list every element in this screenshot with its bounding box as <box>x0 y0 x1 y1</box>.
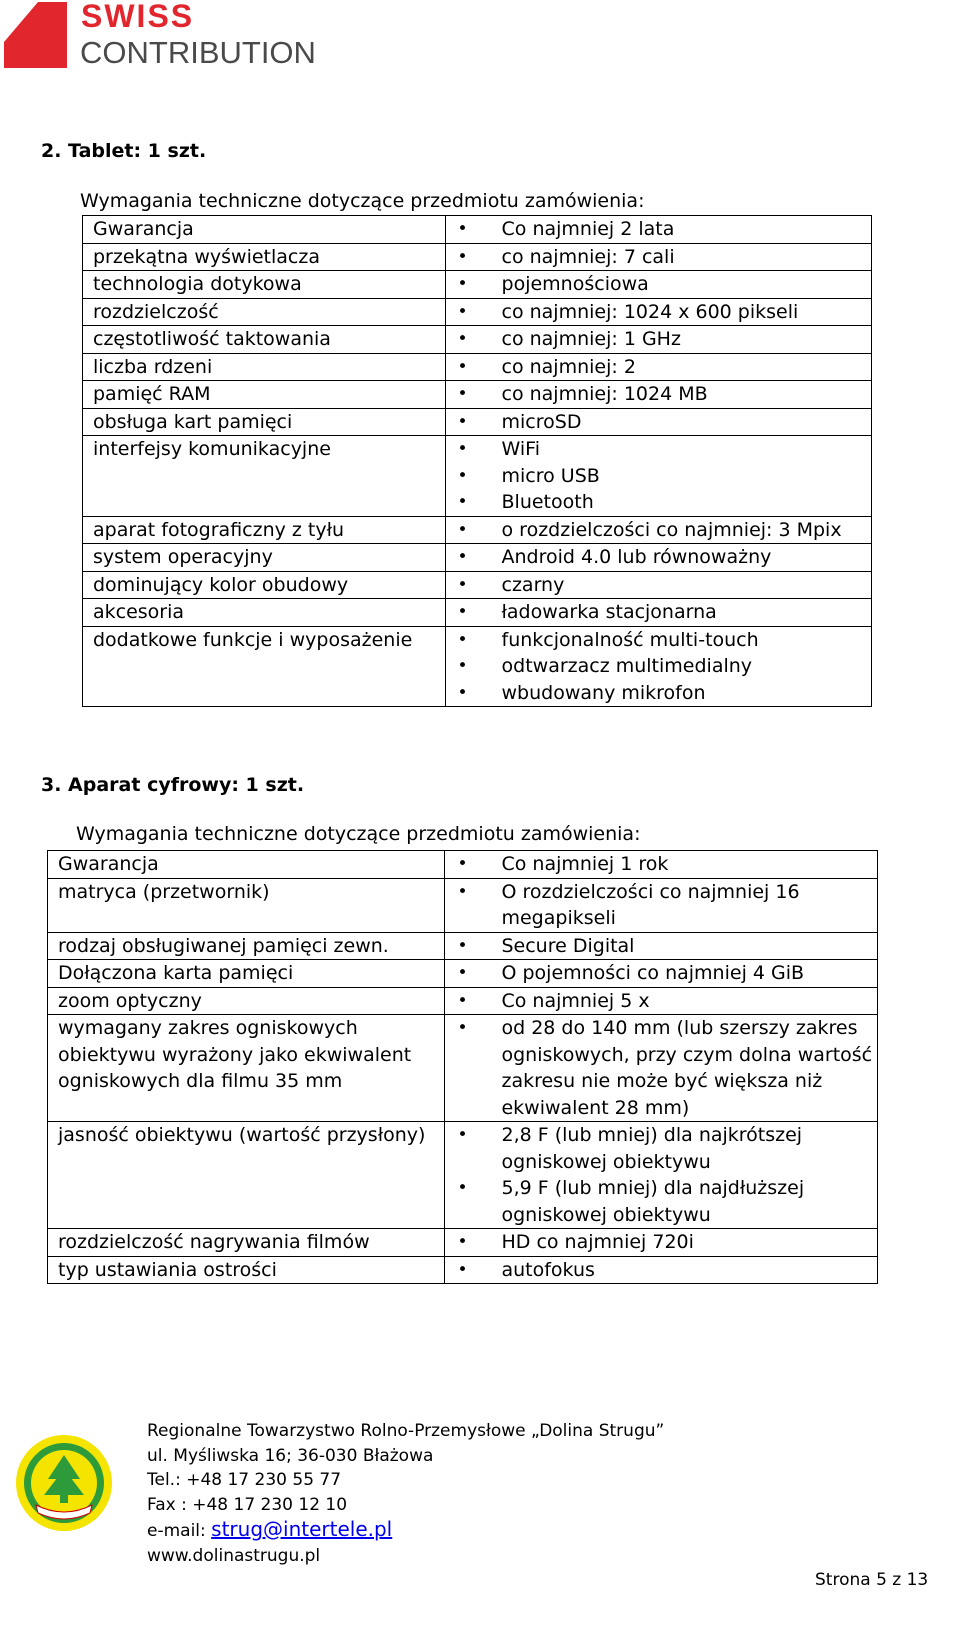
spec-values <box>445 436 871 517</box>
spec-value-item: • co najmniej: 1 GHz <box>446 326 871 353</box>
spec-values <box>445 271 871 299</box>
table-row <box>83 216 872 244</box>
spec-values <box>445 1256 878 1284</box>
spec-values <box>445 599 871 627</box>
spec-values <box>445 544 871 572</box>
spec-value-item: • czarny <box>446 572 871 599</box>
spec-label: akcesoria <box>83 599 446 627</box>
section-2-intro: Wymagania techniczne dotyczące przedmiotu zamówienia: <box>80 190 645 212</box>
spec-label: rozdzielczość nagrywania filmów <box>48 1229 445 1257</box>
spec-label: rodzaj obsługiwanej pamięci zewn. <box>48 932 445 960</box>
table-row <box>83 298 872 326</box>
logo-swiss-text: SWISS <box>81 0 195 34</box>
table-row <box>83 243 872 271</box>
logo-mark-icon <box>4 2 67 68</box>
spec-label: interfejsy komunikacyjne <box>83 436 446 517</box>
spec-value-item: • 5,9 F (lub mniej) dla najdłuższej ogniskowej obiektywu <box>445 1175 877 1228</box>
footer-org: Regionalne Towarzystwo Rolno-Przemysłowe „Dolina Strugu” <box>147 1421 665 1441</box>
spec-value-item: • O pojemności co najmniej 4 GiB <box>445 960 877 987</box>
footer-tel: Tel.: +48 17 230 55 77 <box>147 1470 342 1490</box>
table-row <box>83 271 872 299</box>
spec-label: Dołączona karta pamięci <box>48 960 445 988</box>
spec-label: rozdzielczość <box>83 298 446 326</box>
spec-label: zoom optyczny <box>48 987 445 1015</box>
spec-value-item: • HD co najmniej 720i <box>445 1229 877 1256</box>
spec-values <box>445 987 878 1015</box>
spec-value-item: • Bluetooth <box>446 489 871 516</box>
spec-values <box>445 516 871 544</box>
table-row <box>83 326 872 354</box>
table-row <box>48 932 878 960</box>
footer-email-label: e-mail: <box>147 1521 212 1541</box>
table-row <box>48 1015 878 1122</box>
footer-fax: Fax : +48 17 230 12 10 <box>147 1494 348 1515</box>
table-row <box>48 851 878 879</box>
spec-values <box>445 960 878 988</box>
spec-value-item: • Co najmniej 5 x <box>445 988 877 1015</box>
spec-values <box>445 1122 878 1229</box>
spec-value-item: • co najmniej: 2 <box>446 354 871 381</box>
camera-spec-table <box>47 850 878 1284</box>
spec-label: wymagany zakres ogniskowych obiektywu wyrażony jako ekwiwalent ogniskowych dla filmu 35 mm <box>48 1015 445 1122</box>
spec-values <box>445 326 871 354</box>
table-row <box>48 1122 878 1229</box>
spec-label: technologia dotykowa <box>83 271 446 299</box>
spec-value-item: • ładowarka stacjonarna <box>446 599 871 626</box>
spec-values <box>445 298 871 326</box>
spec-value-item: • 2,8 F (lub mniej) dla najkrótszej ogniskowej obiektywu <box>445 1122 877 1175</box>
table-row <box>83 626 872 707</box>
spec-label: Gwarancja <box>48 851 445 879</box>
spec-label: obsługa kart pamięci <box>83 408 446 436</box>
footer-contact <box>147 1419 664 1568</box>
table-row <box>83 408 872 436</box>
spec-value-item: • od 28 do 140 mm (lub szerszy zakres ogniskowych, przy czym dolna wartość zakresu nie może być większa niż ekwiwalent 28 mm) <box>445 1015 877 1121</box>
spec-label: liczba rdzeni <box>83 353 446 381</box>
spec-values <box>445 1015 878 1122</box>
table-row <box>48 1256 878 1284</box>
spec-label: Gwarancja <box>83 216 446 244</box>
table-row <box>83 381 872 409</box>
spec-value-item: • Secure Digital <box>445 933 877 960</box>
spec-values <box>445 216 871 244</box>
section-3-intro: Wymagania techniczne dotyczące przedmiotu zamówienia: <box>76 823 641 845</box>
spec-value-item: • co najmniej: 1024 x 600 pikseli <box>446 299 871 326</box>
spec-value-item: • pojemnościowa <box>446 271 871 298</box>
dolina-strugu-seal-icon <box>14 1433 114 1533</box>
spec-value-item: • O rozdzielczości co najmniej 16 megapikseli <box>445 879 877 932</box>
camera-spec-rows <box>48 851 878 1284</box>
spec-label: dominujący kolor obudowy <box>83 571 446 599</box>
table-row <box>48 1229 878 1257</box>
spec-values <box>445 408 871 436</box>
spec-label: typ ustawiania ostrości <box>48 1256 445 1284</box>
spec-value-item: • micro USB <box>446 463 871 490</box>
page-number: Strona 5 z 13 <box>815 1570 929 1590</box>
spec-value-item: • o rozdzielczości co najmniej: 3 Mpix <box>446 517 871 544</box>
spec-label: jasność obiektywu (wartość przysłony) <box>48 1122 445 1229</box>
section-2-heading: 2. Tablet: 1 szt. <box>41 140 207 162</box>
spec-values <box>445 571 871 599</box>
tablet-spec-rows <box>83 216 872 707</box>
spec-label: dodatkowe funkcje i wyposażenie <box>83 626 446 707</box>
spec-label: system operacyjny <box>83 544 446 572</box>
spec-values <box>445 932 878 960</box>
footer-email-line <box>147 1517 664 1544</box>
footer-email-link[interactable]: strug@intertele.pl <box>211 1517 393 1541</box>
table-row <box>83 353 872 381</box>
spec-value-item: • funkcjonalność multi-touch <box>446 627 871 654</box>
spec-values <box>445 1229 878 1257</box>
swiss-contribution-logo <box>0 0 320 72</box>
spec-values <box>445 353 871 381</box>
tablet-spec-table <box>82 215 872 707</box>
footer-website[interactable]: www.dolinastrugu.pl <box>147 1545 321 1566</box>
spec-value-item: • autofokus <box>445 1257 877 1284</box>
table-row <box>83 544 872 572</box>
spec-value-item: • Co najmniej 2 lata <box>446 216 871 243</box>
spec-label: matryca (przetwornik) <box>48 878 445 932</box>
spec-value-item: • wbudowany mikrofon <box>446 680 871 707</box>
table-row <box>48 987 878 1015</box>
spec-label: częstotliwość taktowania <box>83 326 446 354</box>
spec-label: przekątna wyświetlacza <box>83 243 446 271</box>
spec-values <box>445 626 871 707</box>
spec-value-item: • co najmniej: 1024 MB <box>446 381 871 408</box>
spec-value-item: • Co najmniej 1 rok <box>445 851 877 878</box>
spec-label: pamięć RAM <box>83 381 446 409</box>
table-row <box>83 571 872 599</box>
section-3-heading: 3. Aparat cyfrowy: 1 szt. <box>41 774 305 796</box>
spec-value-item: • WiFi <box>446 436 871 463</box>
spec-values <box>445 851 878 879</box>
logo-contribution-text: CONTRIBUTION <box>80 35 316 70</box>
spec-values <box>445 381 871 409</box>
spec-value-item: • odtwarzacz multimedialny <box>446 653 871 680</box>
spec-label: aparat fotograficzny z tyłu <box>83 516 446 544</box>
footer-address: ul. Myśliwska 16; 36-030 Błażowa <box>147 1445 434 1466</box>
spec-value-item: • Android 4.0 lub równoważny <box>446 544 871 571</box>
table-row <box>83 599 872 627</box>
spec-value-item: • microSD <box>446 409 871 436</box>
spec-value-item: • co najmniej: 7 cali <box>446 244 871 271</box>
spec-values <box>445 878 878 932</box>
table-row <box>83 516 872 544</box>
spec-values <box>445 243 871 271</box>
table-row <box>83 436 872 517</box>
table-row <box>48 960 878 988</box>
table-row <box>48 878 878 932</box>
